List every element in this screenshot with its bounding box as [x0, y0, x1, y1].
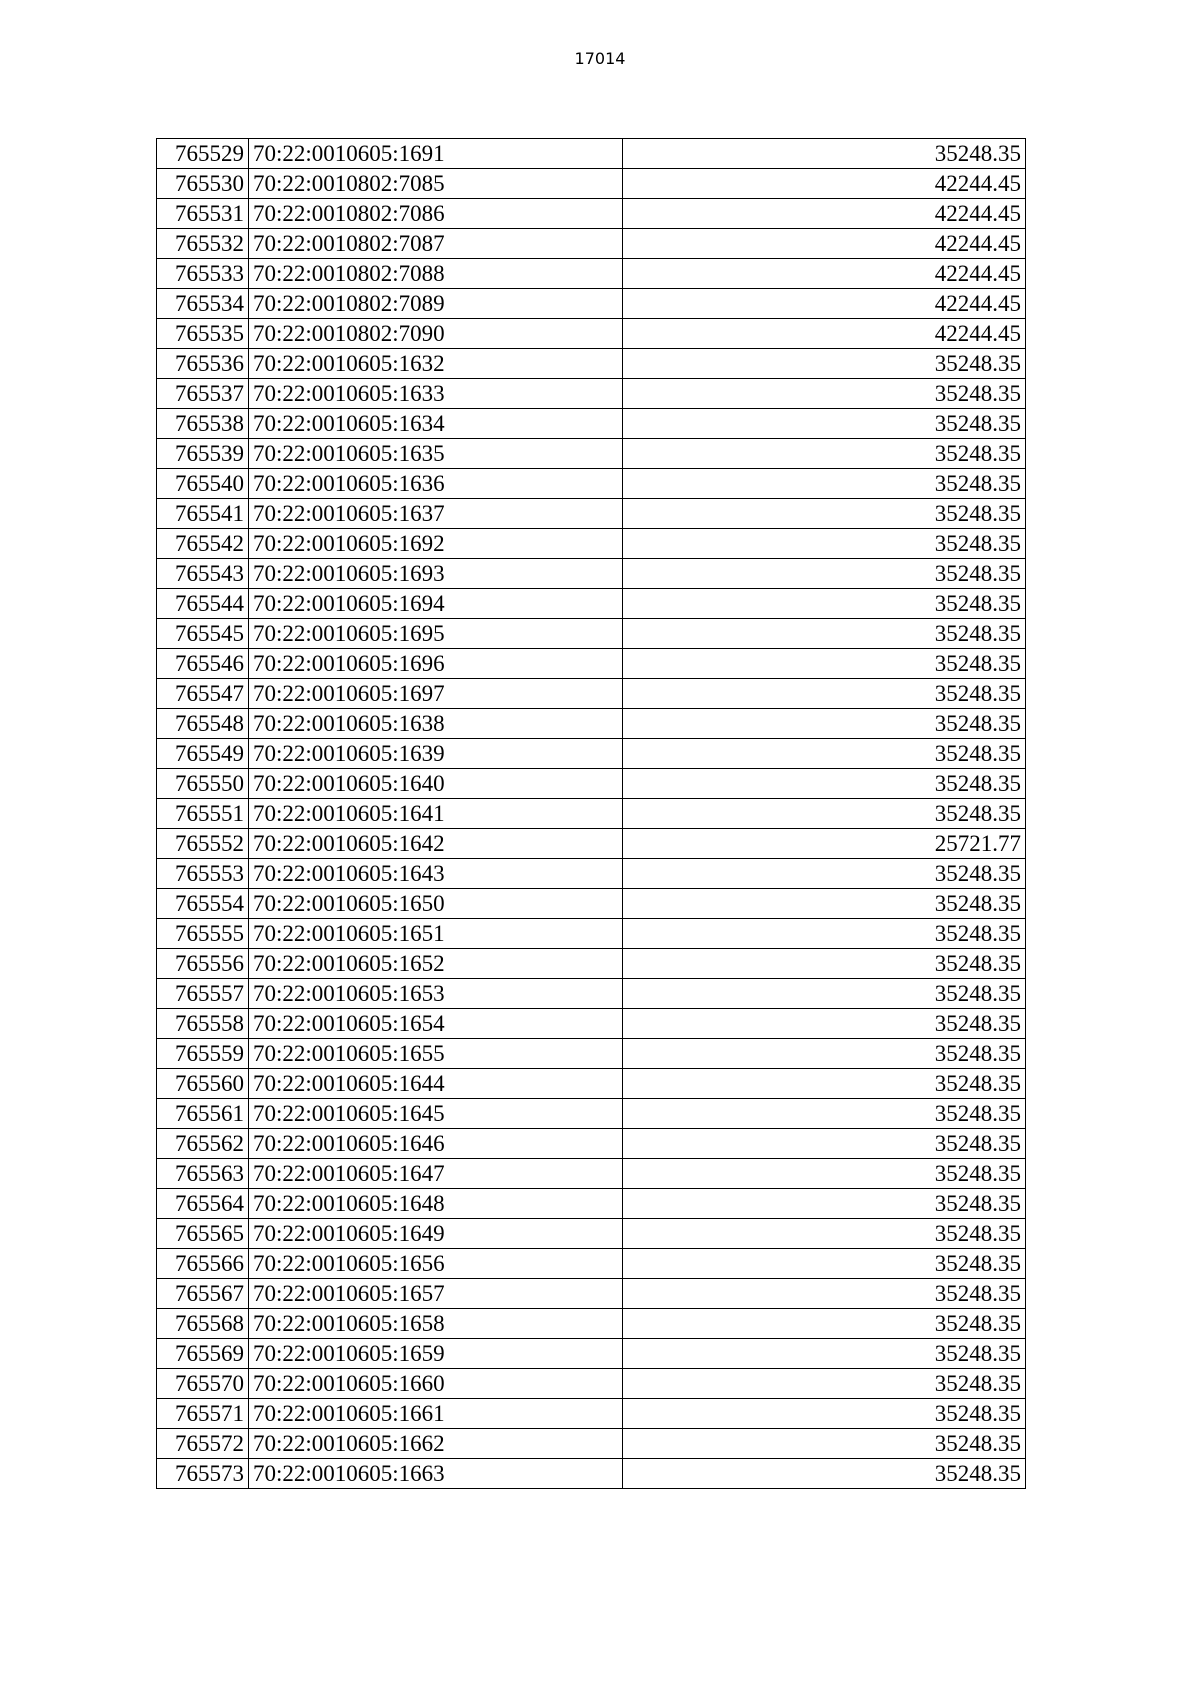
- table-row: [157, 1099, 1026, 1129]
- value-cell: 35248.35: [623, 619, 1026, 649]
- table-row: [157, 1369, 1026, 1399]
- row-number-cell: 765564: [157, 1189, 249, 1219]
- value-cell: 35248.35: [623, 1279, 1026, 1309]
- value-cell: 42244.45: [623, 319, 1026, 349]
- table-row: [157, 919, 1026, 949]
- value-cell: 35248.35: [623, 1219, 1026, 1249]
- table-row: [157, 169, 1026, 199]
- table-row: [157, 859, 1026, 889]
- value-cell: 35248.35: [623, 1099, 1026, 1129]
- row-number-cell: 765551: [157, 799, 249, 829]
- value-cell: 35248.35: [623, 889, 1026, 919]
- row-number-cell: 765556: [157, 949, 249, 979]
- table-row: [157, 1249, 1026, 1279]
- value-cell: 35248.35: [623, 1249, 1026, 1279]
- value-cell: 35248.35: [623, 529, 1026, 559]
- table-row: [157, 139, 1026, 169]
- row-number-cell: 765539: [157, 439, 249, 469]
- value-cell: 35248.35: [623, 769, 1026, 799]
- value-cell: 35248.35: [623, 439, 1026, 469]
- cadastral-number-cell: 70:22:0010605:1657: [249, 1279, 623, 1309]
- cadastral-number-cell: 70:22:0010605:1695: [249, 619, 623, 649]
- page-number: 17014: [574, 49, 626, 68]
- table-row: [157, 439, 1026, 469]
- value-cell: 35248.35: [623, 679, 1026, 709]
- cadastral-number-cell: 70:22:0010605:1646: [249, 1129, 623, 1159]
- cadastral-number-cell: 70:22:0010605:1697: [249, 679, 623, 709]
- row-number-cell: 765566: [157, 1249, 249, 1279]
- cadastral-number-cell: 70:22:0010605:1643: [249, 859, 623, 889]
- row-number-cell: 765536: [157, 349, 249, 379]
- row-number-cell: 765559: [157, 1039, 249, 1069]
- row-number-cell: 765569: [157, 1339, 249, 1369]
- table-row: [157, 1219, 1026, 1249]
- value-cell: 35248.35: [623, 559, 1026, 589]
- cadastral-number-cell: 70:22:0010605:1662: [249, 1429, 623, 1459]
- row-number-cell: 765572: [157, 1429, 249, 1459]
- cadastral-number-cell: 70:22:0010605:1691: [249, 139, 623, 169]
- table-row: [157, 1339, 1026, 1369]
- table-row: [157, 319, 1026, 349]
- table-row: [157, 289, 1026, 319]
- cadastral-number-cell: 70:22:0010802:7088: [249, 259, 623, 289]
- row-number-cell: 765565: [157, 1219, 249, 1249]
- table-row: [157, 799, 1026, 829]
- row-number-cell: 765557: [157, 979, 249, 1009]
- table-row: [157, 889, 1026, 919]
- row-number-cell: 765541: [157, 499, 249, 529]
- table-row: [157, 409, 1026, 439]
- value-cell: 42244.45: [623, 229, 1026, 259]
- table-row: [157, 739, 1026, 769]
- row-number-cell: 765544: [157, 589, 249, 619]
- value-cell: 42244.45: [623, 199, 1026, 229]
- value-cell: 35248.35: [623, 1039, 1026, 1069]
- cadastral-number-cell: 70:22:0010605:1651: [249, 919, 623, 949]
- value-cell: 35248.35: [623, 1459, 1026, 1489]
- cadastral-number-cell: 70:22:0010605:1659: [249, 1339, 623, 1369]
- row-number-cell: 765547: [157, 679, 249, 709]
- table-row: [157, 229, 1026, 259]
- cadastral-number-cell: 70:22:0010605:1641: [249, 799, 623, 829]
- value-cell: 35248.35: [623, 949, 1026, 979]
- row-number-cell: 765545: [157, 619, 249, 649]
- row-number-cell: 765554: [157, 889, 249, 919]
- cadastral-number-cell: 70:22:0010802:7090: [249, 319, 623, 349]
- cadastral-number-cell: 70:22:0010605:1648: [249, 1189, 623, 1219]
- row-number-cell: 765550: [157, 769, 249, 799]
- table-row: [157, 1129, 1026, 1159]
- value-cell: 35248.35: [623, 1009, 1026, 1039]
- cadastral-number-cell: 70:22:0010605:1696: [249, 649, 623, 679]
- row-number-cell: 765563: [157, 1159, 249, 1189]
- row-number-cell: 765558: [157, 1009, 249, 1039]
- row-number-cell: 765553: [157, 859, 249, 889]
- row-number-cell: 765573: [157, 1459, 249, 1489]
- value-cell: 35248.35: [623, 649, 1026, 679]
- value-cell: 35248.35: [623, 919, 1026, 949]
- table-row: [157, 1189, 1026, 1219]
- value-cell: 42244.45: [623, 289, 1026, 319]
- table-row: [157, 559, 1026, 589]
- value-cell: 42244.45: [623, 169, 1026, 199]
- row-number-cell: 765560: [157, 1069, 249, 1099]
- cadastral-number-cell: 70:22:0010605:1649: [249, 1219, 623, 1249]
- row-number-cell: 765542: [157, 529, 249, 559]
- table-row: [157, 589, 1026, 619]
- row-number-cell: 765555: [157, 919, 249, 949]
- table-row: [157, 649, 1026, 679]
- value-cell: 35248.35: [623, 739, 1026, 769]
- row-number-cell: 765570: [157, 1369, 249, 1399]
- table-row: [157, 1459, 1026, 1489]
- value-cell: 35248.35: [623, 1069, 1026, 1099]
- row-number-cell: 765531: [157, 199, 249, 229]
- cadastral-number-cell: 70:22:0010605:1633: [249, 379, 623, 409]
- row-number-cell: 765567: [157, 1279, 249, 1309]
- cadastral-number-cell: 70:22:0010605:1652: [249, 949, 623, 979]
- value-cell: 35248.35: [623, 799, 1026, 829]
- value-cell: 35248.35: [623, 379, 1026, 409]
- table-row: [157, 1309, 1026, 1339]
- value-cell: 35248.35: [623, 1129, 1026, 1159]
- row-number-cell: 765533: [157, 259, 249, 289]
- cadastral-number-cell: 70:22:0010605:1642: [249, 829, 623, 859]
- value-cell: 35248.35: [623, 1339, 1026, 1369]
- table-row: [157, 259, 1026, 289]
- value-cell: 35248.35: [623, 709, 1026, 739]
- cadastral-number-cell: 70:22:0010802:7086: [249, 199, 623, 229]
- cadastral-number-cell: 70:22:0010605:1658: [249, 1309, 623, 1339]
- row-number-cell: 765548: [157, 709, 249, 739]
- table-row: [157, 829, 1026, 859]
- value-cell: 35248.35: [623, 139, 1026, 169]
- cadastral-number-cell: 70:22:0010605:1692: [249, 529, 623, 559]
- row-number-cell: 765538: [157, 409, 249, 439]
- row-number-cell: 765561: [157, 1099, 249, 1129]
- row-number-cell: 765535: [157, 319, 249, 349]
- row-number-cell: 765534: [157, 289, 249, 319]
- cadastral-number-cell: 70:22:0010605:1650: [249, 889, 623, 919]
- table-row: [157, 1279, 1026, 1309]
- row-number-cell: 765532: [157, 229, 249, 259]
- cadastral-number-cell: 70:22:0010605:1660: [249, 1369, 623, 1399]
- cadastral-number-cell: 70:22:0010605:1645: [249, 1099, 623, 1129]
- table-row: [157, 709, 1026, 739]
- table-row: [157, 949, 1026, 979]
- cadastral-number-cell: 70:22:0010605:1661: [249, 1399, 623, 1429]
- cadastral-number-cell: 70:22:0010605:1693: [249, 559, 623, 589]
- value-cell: 35248.35: [623, 469, 1026, 499]
- cadastral-number-cell: 70:22:0010605:1636: [249, 469, 623, 499]
- row-number-cell: 765537: [157, 379, 249, 409]
- row-number-cell: 765543: [157, 559, 249, 589]
- value-cell: 35248.35: [623, 409, 1026, 439]
- cadastral-number-cell: 70:22:0010802:7085: [249, 169, 623, 199]
- row-number-cell: 765562: [157, 1129, 249, 1159]
- value-cell: 42244.45: [623, 259, 1026, 289]
- cadastral-number-cell: 70:22:0010605:1632: [249, 349, 623, 379]
- cadastral-number-cell: 70:22:0010605:1637: [249, 499, 623, 529]
- cadastral-number-cell: 70:22:0010802:7089: [249, 289, 623, 319]
- value-cell: 35248.35: [623, 979, 1026, 1009]
- value-cell: 35248.35: [623, 1369, 1026, 1399]
- cadastral-number-cell: 70:22:0010605:1635: [249, 439, 623, 469]
- table-row: [157, 1399, 1026, 1429]
- cadastral-number-cell: 70:22:0010802:7087: [249, 229, 623, 259]
- value-cell: 35248.35: [623, 589, 1026, 619]
- value-cell: 35248.35: [623, 1399, 1026, 1429]
- table-row: [157, 1069, 1026, 1099]
- row-number-cell: 765546: [157, 649, 249, 679]
- row-number-cell: 765571: [157, 1399, 249, 1429]
- cadastral-number-cell: 70:22:0010605:1634: [249, 409, 623, 439]
- value-cell: 35248.35: [623, 1429, 1026, 1459]
- value-cell: 35248.35: [623, 1159, 1026, 1189]
- cadastral-number-cell: 70:22:0010605:1644: [249, 1069, 623, 1099]
- data-table: [156, 138, 1026, 1489]
- cadastral-number-cell: 70:22:0010605:1655: [249, 1039, 623, 1069]
- row-number-cell: 765568: [157, 1309, 249, 1339]
- cadastral-number-cell: 70:22:0010605:1653: [249, 979, 623, 1009]
- table-row: [157, 379, 1026, 409]
- row-number-cell: 765549: [157, 739, 249, 769]
- cadastral-number-cell: 70:22:0010605:1647: [249, 1159, 623, 1189]
- cadastral-number-cell: 70:22:0010605:1640: [249, 769, 623, 799]
- table-row: [157, 769, 1026, 799]
- value-cell: 35248.35: [623, 1189, 1026, 1219]
- value-cell: 35248.35: [623, 859, 1026, 889]
- row-number-cell: 765529: [157, 139, 249, 169]
- table-row: [157, 1429, 1026, 1459]
- cadastral-number-cell: 70:22:0010605:1656: [249, 1249, 623, 1279]
- value-cell: 35248.35: [623, 349, 1026, 379]
- cadastral-number-cell: 70:22:0010605:1638: [249, 709, 623, 739]
- table-row: [157, 1039, 1026, 1069]
- table-row: [157, 1159, 1026, 1189]
- cadastral-number-cell: 70:22:0010605:1654: [249, 1009, 623, 1039]
- table-row: [157, 499, 1026, 529]
- value-cell: 35248.35: [623, 1309, 1026, 1339]
- table-row: [157, 349, 1026, 379]
- table-row: [157, 529, 1026, 559]
- table-row: [157, 679, 1026, 709]
- table-row: [157, 979, 1026, 1009]
- table-row: [157, 1009, 1026, 1039]
- table-body: [157, 139, 1026, 1489]
- cadastral-number-cell: 70:22:0010605:1663: [249, 1459, 623, 1489]
- table-row: [157, 469, 1026, 499]
- table-row: [157, 199, 1026, 229]
- table-row: [157, 619, 1026, 649]
- value-cell: 25721.77: [623, 829, 1026, 859]
- cadastral-number-cell: 70:22:0010605:1639: [249, 739, 623, 769]
- row-number-cell: 765530: [157, 169, 249, 199]
- row-number-cell: 765552: [157, 829, 249, 859]
- cadastral-number-cell: 70:22:0010605:1694: [249, 589, 623, 619]
- row-number-cell: 765540: [157, 469, 249, 499]
- value-cell: 35248.35: [623, 499, 1026, 529]
